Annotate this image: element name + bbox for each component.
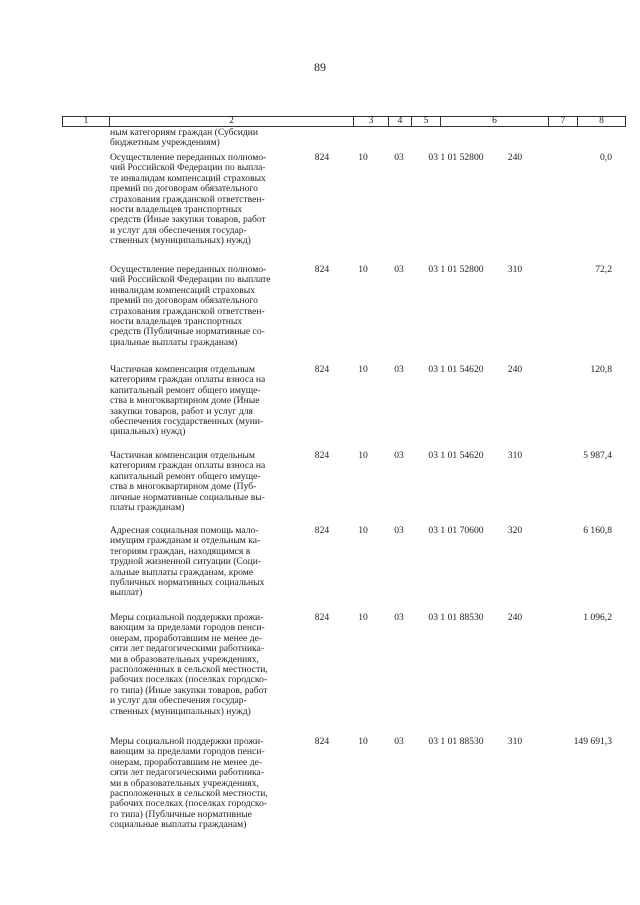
description-line: онерам, проработавшим не менее де- [110,632,263,644]
row-col-3: 824 [314,152,330,163]
row-col-8: 6 160,8 [583,525,612,536]
row-col-6: 03 1 01 52800 [428,152,484,163]
row-description [110,737,295,831]
description-line: капитальный ремонт общего имуще- [110,470,261,482]
description-line: сяти лет педагогическими работника- [110,643,265,655]
row-col-4: 10 [358,736,368,747]
description-line: категориям граждан оплаты взноса на [110,460,266,472]
row-col-5: 03 [394,450,404,461]
description-line: Адресная социальная помощь мало- [110,525,259,536]
row-description [110,128,295,149]
row-col-6: 03 1 01 88530 [428,612,484,623]
row-col-4: 10 [358,364,368,375]
description-line: Частичная компенсация отдельным [110,450,255,461]
table-header [62,116,626,127]
row-description [110,451,295,513]
row-col-4: 10 [358,525,368,536]
row-col-4: 10 [358,612,368,623]
header-col-4: 4 [388,117,411,126]
row-col-5: 03 [394,612,404,623]
row-col-4: 10 [358,152,368,163]
description-line: бюджетным учреждениям) [110,137,220,149]
row-description [110,613,295,717]
header-col-6: 6 [440,117,548,126]
row-col-7: 310 [507,736,523,747]
description-line: капитальный ремонт общего имуще- [110,384,261,396]
header-col-1: 1 [83,116,89,126]
row-col-3: 824 [314,364,330,375]
row-description [110,265,295,348]
row-col-6: 03 1 01 54620 [428,364,484,375]
row-col-7: 240 [507,364,523,375]
description-line: Меры социальной поддержки прожи- [110,612,264,623]
row-col-3: 824 [314,450,330,461]
description-line: выплат) [110,587,143,599]
row-col-7: 240 [507,612,523,623]
header-col-8: 8 [577,117,625,126]
description-line: вающим за пределами городов пенси- [110,622,265,634]
description-line: ным категориям граждан (Субсидии [110,127,259,138]
page-number: 89 [314,60,326,74]
header-col-3: 3 [353,117,388,126]
row-col-8: 1 096,2 [583,612,612,623]
description-line: Частичная компенсация отдельным [110,364,255,375]
header-col-7: 7 [548,117,577,126]
description-line: страхования гражданской ответствен- [110,193,265,205]
description-line: премий по договорам обязательного [110,183,258,195]
description-line: средств (Иные закупки товаров, работ [110,214,266,226]
description-line: ми в образовательных учреждениях, [110,777,259,789]
description-line: и услуг для обеспечения государ- [110,695,247,707]
header-col-2: 2 [109,117,353,126]
description-line: ности владельцев транспортных [110,316,243,328]
description-line: те инвалидам компенсаций страховых [110,172,266,184]
description-line: социальные выплаты гражданам) [110,819,247,831]
row-col-6: 03 1 01 88530 [428,736,484,747]
row-col-6: 03 1 01 70600 [428,525,484,536]
row-col-3: 824 [314,736,330,747]
description-line: тегориям граждан, находящимся в [110,545,251,557]
row-col-6: 03 1 01 54620 [428,450,484,461]
description-line: онерам, проработавшим не менее де- [110,756,263,768]
description-line: Меры социальной поддержки прожи- [110,736,264,747]
row-col-5: 03 [394,152,404,163]
description-line: расположенных в сельской местности, [110,788,268,800]
description-line: ности владельцев транспортных [110,204,243,216]
row-col-8: 72,2 [595,264,612,275]
description-line: ства в многоквартирном доме (Пуб- [110,481,257,493]
row-col-6: 03 1 01 52800 [428,264,484,275]
row-col-4: 10 [358,450,368,461]
row-description [110,153,295,247]
header-col-5: 5 [411,117,440,126]
row-col-3: 824 [314,612,330,623]
row-col-8: 0,0 [600,152,612,163]
description-line: страхования гражданской ответствен- [110,305,265,317]
description-line: альные выплаты гражданам, кроме [110,566,254,578]
description-line: циальные выплаты гражданам) [110,336,238,348]
row-col-5: 03 [394,525,404,536]
description-line: ципальных) нужд) [110,426,186,438]
row-col-5: 03 [394,736,404,747]
description-line: закупки товаров, работ и услуг для [110,405,253,417]
description-line: категориям граждан оплаты взноса на [110,374,266,386]
description-line: имущим гражданам и отдельным ка- [110,535,261,547]
description-line: средств (Публичные нормативные со- [110,326,265,338]
description-line: инвалидам компенсаций страховых [110,284,255,296]
description-line: чий Российской Федерации по выпла- [110,162,266,174]
row-col-7: 320 [507,525,523,536]
row-description [110,526,295,599]
row-col-3: 824 [314,525,330,536]
description-line: рабочих поселках (поселках городско- [110,674,268,686]
row-col-3: 824 [314,264,330,275]
description-line: вающим за пределами городов пенси- [110,746,265,758]
description-line: го типа) (Публичные нормативные [110,808,252,820]
description-line: ми в образовательных учреждениях, [110,653,259,665]
row-col-5: 03 [394,364,404,375]
description-line: публичных нормативных социальных [110,577,265,589]
description-line: обеспечения государственных (муни- [110,416,264,428]
row-col-7: 310 [507,264,523,275]
row-col-8: 5 987,4 [583,450,612,461]
description-line: чий Российской Федерации по выплате [110,274,271,286]
description-line: и услуг для обеспечения государ- [110,224,247,236]
row-col-8: 120,8 [590,364,612,375]
description-line: рабочих поселках (поселках городско- [110,798,268,810]
description-line: ства в многоквартирном доме (Иные [110,395,260,407]
row-col-8: 149 691,3 [573,736,612,747]
description-line: премий по договорам обязательного [110,295,258,307]
row-col-7: 240 [507,152,523,163]
description-line: сяти лет педагогическими работника- [110,767,265,779]
description-line: го типа) (Иные закупки товаров, работ [110,684,268,696]
description-line: Осуществление переданных полномо- [110,264,267,275]
description-line: расположенных в сельской местности, [110,664,268,676]
row-description [110,365,295,438]
description-line: платы гражданам) [110,502,185,514]
description-line: Осуществление переданных полномо- [110,152,267,163]
description-line: личные нормативные социальные вы- [110,491,265,503]
description-line: ственных (муниципальных) нужд) [110,235,251,247]
row-col-5: 03 [394,264,404,275]
row-col-7: 310 [507,450,523,461]
description-line: трудной жизненной ситуации (Соци- [110,556,262,568]
row-col-4: 10 [358,264,368,275]
description-line: ственных (муниципальных) нужд) [110,705,251,717]
